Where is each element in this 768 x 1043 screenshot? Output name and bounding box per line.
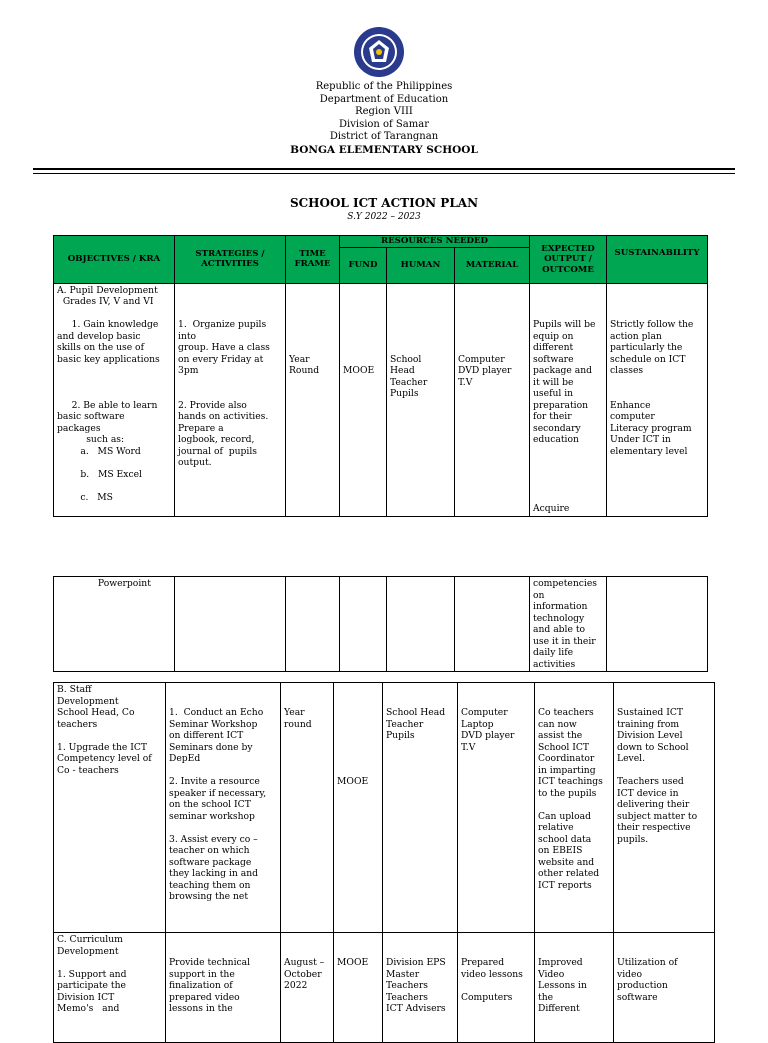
header-line-1: Republic of the Philippines (315, 81, 453, 92)
col-strategies: STRATEGIES / ACTIVITIES (175, 236, 286, 284)
rowC-human: Division EPS Master Teachers Teachers ICT Advisers (383, 933, 458, 1043)
rowA2-human (387, 577, 455, 672)
school-name: BONGA ELEMENTARY SCHOOL (290, 143, 478, 156)
rowA-strategies: 1. Organize pupils into group. Have a class on every Friday at 3pm 2. Provide also hands on activities. Prepare a logbook, record, journal of pupils output. (175, 283, 286, 516)
header-line-4: Division of Samar (339, 118, 429, 130)
rowA2-output: competencies on information technology and able to use it in their daily life activities (530, 577, 607, 672)
col-material: MATERIAL (455, 247, 530, 283)
rowB-sustainability: Sustained ICT training from Division Level down to School Level. Teachers used ICT device in delivering their subject matter to their respective pupils. (614, 683, 715, 933)
rowA-human: School Head Teacher Pupils (387, 283, 455, 516)
header-line-3: Region VIII (355, 106, 413, 117)
rowA2-strategies (175, 577, 286, 672)
rowA-material: Computer DVD player T.V (455, 283, 530, 516)
table-row (54, 683, 715, 933)
rowC-material: Prepared video lessons Computers (458, 933, 535, 1043)
col-human: HUMAN (387, 247, 455, 283)
rowC-objectives: C. Curriculum Development 1. Support and participate the Division ICT Memo's and (54, 933, 166, 1043)
rowB-objectives: B. Staff Development School Head, Co teachers 1. Upgrade the ICT Competency level of Co - teachers (54, 683, 166, 933)
rowB-material: Computer Laptop DVD player T.V (458, 683, 535, 933)
rowB-fund: MOOE (334, 683, 383, 933)
header-line-2: Department of Education (319, 93, 449, 105)
header-divider-thin (33, 173, 735, 174)
action-plan-table-1-continued (53, 576, 708, 672)
rowA-objectives: A. Pupil Development Grades IV, V and VI 1. Gain knowledge and develop basic skills on the use of basic key applications 2. Be able to learn basic software packages such as: a. MS Word b. MS Excel c. MS (54, 283, 175, 516)
rowC-strategies: Provide technical support in the finalization of prepared video lessons in the (166, 933, 281, 1043)
rowB-human: School Head Teacher Pupils (383, 683, 458, 933)
rowB-output: Co teachers can now assist the School ICT Coordinator in imparting ICT teachings to the pupils Can upload relative school data on EBEIS website and other related ICT reports (535, 683, 614, 933)
col-time-frame: TIME FRAME (286, 236, 340, 284)
table-row (54, 283, 708, 516)
rowA-output: Pupils will be equip on different software package and it will be useful in preparation for their secondary education Acquire (530, 283, 607, 516)
deped-seal-logo (353, 26, 405, 78)
rowC-time: August – October 2022 (281, 933, 334, 1043)
table-row (54, 933, 715, 1043)
rowA-fund: MOOE (340, 283, 387, 516)
rowA2-sustainability (607, 577, 708, 672)
action-plan-table-2 (53, 682, 715, 1043)
header-divider-thick (33, 168, 735, 170)
rowA-time: Year Round (286, 283, 340, 516)
action-plan-table-1 (53, 235, 708, 517)
col-objectives: OBJECTIVES / KRA (54, 236, 175, 284)
col-resources-needed: RESOURCES NEEDED (340, 236, 530, 248)
header-line-5: District of Tarangnan (329, 131, 439, 142)
rowA-sustainability: Strictly follow the action plan particularly the schedule on ICT classes Enhance computer Literacy program Under ICT in elementary level (607, 283, 708, 516)
rowA2-fund (340, 577, 387, 672)
rowC-output: Improved Video Lessons in the Different (535, 933, 614, 1043)
table-row (54, 577, 708, 672)
rowA2-objectives: Powerpoint (54, 577, 175, 672)
rowC-sustainability: Utilization of video production software (614, 933, 715, 1043)
header-address (0, 81, 768, 156)
rowA2-material (455, 577, 530, 672)
col-fund: FUND (340, 247, 387, 283)
rowA2-time (286, 577, 340, 672)
rowB-time: Year round (281, 683, 334, 933)
rowB-strategies: 1. Conduct an Echo Seminar Workshop on different ICT Seminars done by DepEd 2. Invite a resource speaker if necessary, on the school ICT seminar workshop 3. Assist every co – teacher on which software package they lacking in and teaching them on browsing the net (166, 683, 281, 933)
col-sustainability: SUSTAINABILITY (607, 236, 708, 284)
rowC-fund: MOOE (334, 933, 383, 1043)
school-year: S.Y 2022 – 2023 (347, 212, 421, 222)
document-title: SCHOOL ICT ACTION PLAN (289, 196, 479, 210)
col-expected-output: EXPECTED OUTPUT / OUTCOME (530, 236, 607, 284)
